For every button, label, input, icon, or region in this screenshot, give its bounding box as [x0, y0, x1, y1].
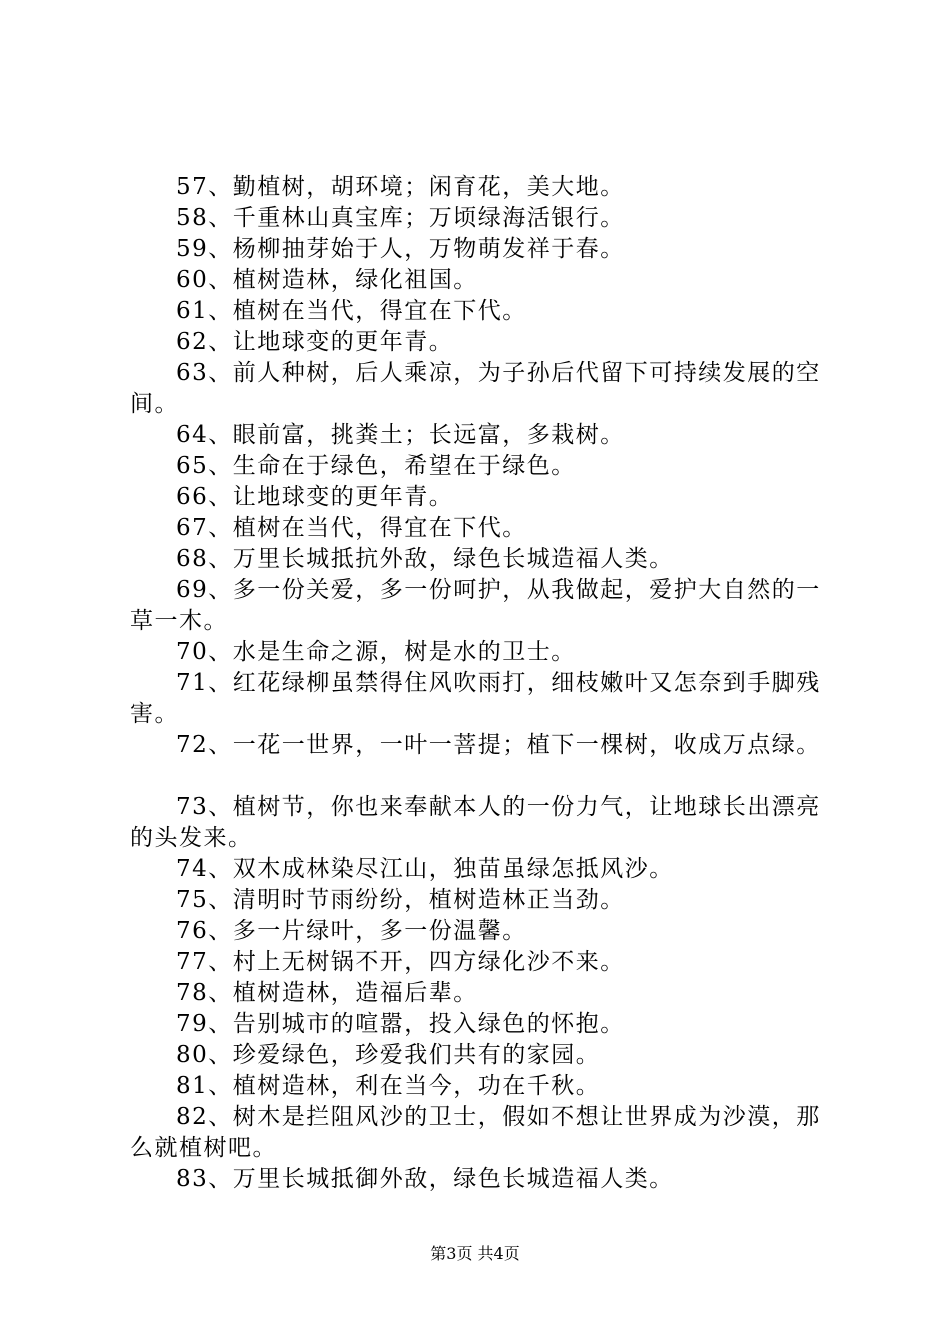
list-item: 79、告别城市的喧嚣，投入绿色的怀抱。 [176, 1011, 625, 1037]
list-item: 69、多一份关爱，多一份呵护，从我做起，爱护大自然的一草一木。 [130, 577, 821, 634]
list-item: 59、杨柳抽芽始于人，万物萌发祥于春。 [176, 236, 625, 262]
list-item: 68、万里长城抵抗外敌，绿色长城造福人类。 [176, 546, 674, 572]
list-item: 65、生命在于绿色，希望在于绿色。 [176, 453, 576, 479]
list-item: 64、眼前富，挑粪土；长远富，多栽树。 [176, 422, 625, 448]
list-item: 81、植树造林，利在当今，功在千秋。 [176, 1073, 601, 1099]
page-number-footer: 第3页 共4页 [430, 1244, 520, 1263]
list-item: 57、勤植树，胡环境；闲育花，美大地。 [176, 174, 625, 200]
list-item: 77、村上无树锅不开，四方绿化沙不来。 [176, 949, 625, 975]
list-item: 67、植树在当代，得宜在下代。 [176, 515, 527, 541]
list-item: 80、珍爱绿色，珍爱我们共有的家园。 [176, 1042, 601, 1068]
list-item: 66、让地球变的更年青。 [176, 484, 454, 510]
list-item: 62、让地球变的更年青。 [176, 329, 454, 355]
list-item: 61、植树在当代，得宜在下代。 [176, 298, 527, 324]
list-item: 74、双木成林染尽江山，独苗虽绿怎抵风沙。 [176, 856, 674, 882]
list-item: 82、树木是拦阻风沙的卫士，假如不想让世界成为沙漠，那么就植树吧。 [130, 1104, 821, 1161]
list-item: 78、植树造林，造福后辈。 [176, 980, 478, 1006]
list-item: 76、多一片绿叶，多一份温馨。 [176, 918, 527, 944]
slogan-list [130, 172, 840, 1195]
list-item: 58、千重林山真宝库；万顷绿海活银行。 [176, 205, 625, 231]
list-item: 83、万里长城抵御外敌，绿色长城造福人类。 [176, 1166, 674, 1192]
list-item: 72、一花一世界，一叶一菩提；植下一棵树，收成万点绿。 [176, 732, 821, 758]
list-item: 70、水是生命之源，树是水的卫士。 [176, 639, 576, 665]
list-item: 75、清明时节雨纷纷，植树造林正当劲。 [176, 887, 625, 913]
list-item: 73、植树节，你也来奉献本人的一份力气，让地球长出漂亮的头发来。 [130, 794, 821, 851]
list-item: 63、前人种树，后人乘凉，为子孙后代留下可持续发展的空间。 [130, 360, 821, 417]
list-item: 60、植树造林，绿化祖国。 [176, 267, 478, 293]
list-item: 71、红花绿柳虽禁得住风吹雨打，细枝嫩叶又怎奈到手脚残害。 [130, 670, 821, 727]
